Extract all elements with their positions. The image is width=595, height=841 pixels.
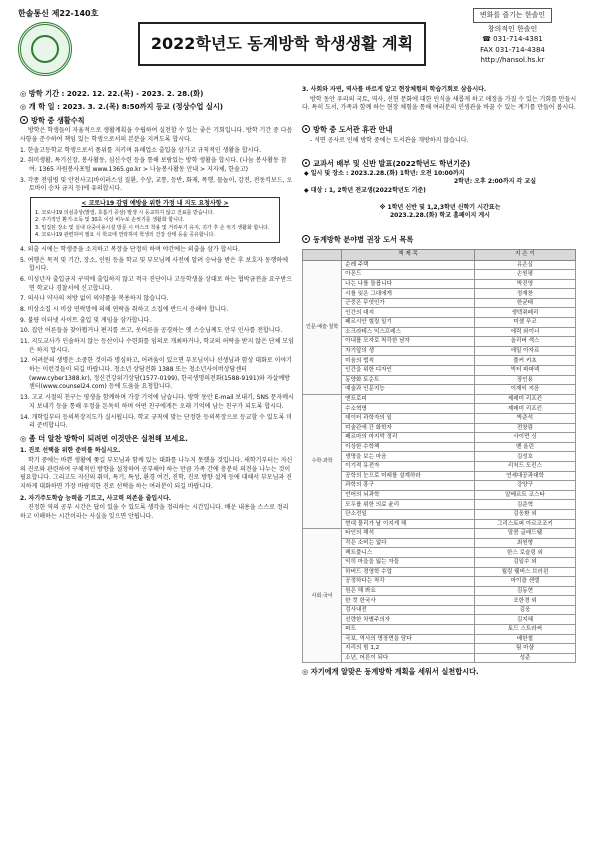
covid-guidance-box (30, 197, 280, 243)
book-author: 배한철 (474, 634, 575, 644)
book-title: 페르마의 마지막 정리 (342, 433, 475, 443)
book-author: 정재찬 (474, 289, 575, 299)
book-author: 빅터 파파넥 (474, 366, 575, 376)
rules-list-b (20, 246, 294, 431)
book-title: 나는 나를 돌봅니다 (342, 279, 475, 289)
covid-guidance-line: 3. 밀집된 장소 및 실내 다중이용시설 방문 시 마스크 착용 및 거리두기 유지, 귀가 후 손 씻기 생활화 합니다. (35, 224, 270, 231)
book-author: 올리버 색스 (474, 337, 575, 347)
book-title: 국보, 역사의 명장면을 담다 (342, 634, 475, 644)
book-title: 지리의 힘 1,2 (342, 644, 475, 654)
covid-guidance-lines (35, 210, 275, 240)
book-title: 시를 잊은 그대에게 (342, 289, 475, 299)
rule-item: 9. 불량 이터넷 사이트 출입 및 게임을 삼가합니다. (20, 316, 152, 324)
book-title: 소크라테스 익스프레스 (342, 327, 475, 337)
book-title: 현대 물리가 날 이지게 해 (342, 519, 475, 529)
book-title: 선량한 차별주의자 (342, 615, 475, 625)
book-author: 김동현 (474, 586, 575, 596)
book-title: 데이터 과학자의 일 (342, 414, 475, 424)
book-author: 에밀 아자르 (474, 346, 575, 356)
table-row (303, 442, 576, 452)
rule-item: 10. 집안 어른들을 찾아뵙거나 편지를 쓰고, 웃어른을 공경하는 옛 스승님께도 안부 인사를 전합니다. (20, 327, 283, 335)
book-author: 제레미 리프킨 (474, 394, 575, 404)
book-author: 연세대공과대학 (474, 471, 575, 481)
textbook-line-1: ◆ 일시 및 장소 : 2023.2.28.(화) 1학년: 오전 10:00까지 (304, 169, 465, 177)
book-title: 동양화 토순트 (342, 375, 475, 385)
library-heading: 방학 중 도서관 휴관 안내 (302, 125, 578, 135)
book-author: 김지혜 (474, 615, 575, 625)
left-column (20, 86, 294, 523)
rule-item: 8. 비상소집 시 비상 연락망에 의해 연락을 취하고 소집에 반드시 응해야 합니다. (20, 305, 229, 313)
school-fax: FAX 031-714-4384 (480, 45, 545, 54)
book-title: 이기적 유전자 (342, 461, 475, 471)
table-header-title: 책 제 목 (342, 249, 475, 260)
table-row (303, 567, 576, 577)
table-row (303, 529, 576, 539)
book-title: 한 컷 한국사 (342, 596, 475, 606)
book-author: 사이먼 싱 (474, 433, 575, 443)
issue-number: 한솔통신 제22-140호 (18, 9, 99, 18)
book-title: 엔트로피 (342, 394, 475, 404)
tip-1-heading: 1. 진로 선택을 위한 준비를 하십시오. (20, 447, 121, 455)
book-author: 풀커 키초 (474, 356, 575, 366)
table-row (303, 308, 576, 318)
rules-heading: 방학 중 생활수칙 (20, 116, 294, 126)
table-row (303, 634, 576, 644)
table-row (303, 375, 576, 385)
rules-list-a (20, 147, 294, 194)
timetable-note-1: ※ 1학년 신반 및 1,2,3학년 신학기 시간표는 (379, 203, 501, 211)
book-title: 팩트풀니스 (342, 548, 475, 558)
table-row (303, 433, 576, 443)
book-title: 이상한 수학책 (342, 442, 475, 452)
recommended-books-table (302, 249, 576, 664)
table-row (303, 509, 576, 519)
book-title: 검사내전 (342, 605, 475, 615)
book-author: 성준 (474, 653, 575, 663)
book-author: 박준석 (474, 414, 575, 424)
rule-item: 13. 고교 시절의 친구는 평생을 함께하며 가장 기억에 남습니다. 방학 동안 E-mail 보내기, SNS 문자메시지 보내기 등을 통해 우정을 돈독히 하며 어떤 친구에게든 오래 기억에 남는 친구가 되도록 합시다. (20, 394, 294, 410)
rule-item: 12. 어려분의 생명은 소중한 것이라 명심하고, 어려움이 있으면 부모님이나 선생님과 함상 대화로 이야기하는 이런것들이 되길 바랍니다. 청소년 상담전화 1388 또는 청소년사이버상담센터 (www.cyber1388.kr), 정신건강위기상담(1577-0199), 한국생명의전화(1588-9191)와 자살예방센터(www.counsel24.com) 등에 도움을 요청합니다. (20, 357, 292, 391)
book-category: 인문·예술·철학 (303, 260, 342, 394)
book-title: 파도 (342, 625, 475, 635)
book-author: 팀 마샬 (474, 644, 575, 654)
table-row (303, 289, 576, 299)
circle-bullet-icon (302, 159, 310, 167)
table-row (303, 394, 576, 404)
book-author: 토드 스트라써 (474, 625, 575, 635)
table-row (303, 346, 576, 356)
rule-item: 5. 여행은 목적 및 기간, 장소, 인원 등을 학교 및 부모님께 사전에 알려 승낙을 받은 후 보호자 동행하에 합시다. (20, 256, 289, 273)
table-row (303, 615, 576, 625)
book-title: 모두를 위한 의료 윤리 (342, 500, 475, 510)
book-author: 벤 올린 (474, 442, 575, 452)
table-row (303, 605, 576, 615)
school-url[interactable]: http://hansol.hs.kr (480, 56, 545, 64)
table-header-author: 지 은 이 (474, 249, 575, 260)
book-title: 미움의 법칙 (342, 356, 475, 366)
book-title: 페르시안 힐링 일기 (342, 318, 475, 328)
books-heading: 동계방학 분야별 권장 도서 목록 (302, 235, 578, 245)
book-author: 리처드 도킨스 (474, 461, 575, 471)
book-author: 전창림 (474, 423, 575, 433)
book-author: 최원형 (474, 538, 575, 548)
book-author: 말콤 글래드웰 (474, 529, 575, 539)
book-author: 손원평 (474, 270, 575, 280)
book-author: 마이클 샌델 (474, 577, 575, 587)
school-tel: ☎ 031-714-4381 (482, 35, 543, 43)
table-row (303, 298, 576, 308)
table-row (303, 481, 576, 491)
rule-item: 6. 미성년자 출입금지 구역에 출입하지 않고 적극 진단이나 고등학생을 상대로 하는 협박금전을 요구받으면 학교나 경찰서에 신고합니다. (20, 275, 293, 292)
tip-2-heading: 2. 자기주도학습 능력을 기르고, 사고력 의존을 줄입시다. (20, 494, 172, 502)
table-row (303, 260, 576, 270)
table-row (303, 471, 576, 481)
book-title: 작은 소비는 없다 (342, 538, 475, 548)
book-title: 단소전일 (342, 509, 475, 519)
school-emblem (18, 22, 72, 76)
library-notice: - 석면 공사로 인해 방학 중에는 도서관을 개방하지 않습니다. (310, 136, 469, 144)
book-title: 자기앞의 생 (342, 346, 475, 356)
covid-guidance-line: 4. 코로나19 관련하여 필요 시 학교에 연락하여 학생의 건강 상태 등을 공유합니다. (35, 232, 215, 239)
book-title: 타인의 해석 (342, 529, 475, 539)
table-row (303, 423, 576, 433)
book-author: 김준혁 (474, 500, 575, 510)
book-title: 인간을 위한 디자인 (342, 366, 475, 376)
book-title: 언어의 뇌과학 (342, 490, 475, 500)
vacation-period: ◎ 방학 기간 : 2022. 12. 22.(목) - 2023. 2. 28.(화) (20, 89, 204, 98)
book-author: 김성호 (474, 452, 575, 462)
book-title: 순례 주택 (342, 260, 475, 270)
table-row (303, 461, 576, 471)
covid-guidance-line: 1. 코로나19 의심증상(발열, 호흡기 증상) 발생 시 등교하지 않고 진료를 받습니다. (35, 209, 215, 216)
table-row (303, 356, 576, 366)
table-row (303, 366, 576, 376)
closing-message: ◎ 자기에게 알맞은 동계방학 계획을 세워서 실천합시다. (302, 667, 479, 677)
table-row (303, 270, 576, 280)
table-row (303, 548, 576, 558)
rule-item: 4. 외출 시에는 학생증을 소지하고 복장을 단정히 하며 야간에는 외출을 삼가 합시다. (20, 245, 240, 253)
book-author: 제레미 리프킨 (474, 404, 575, 414)
table-header-spacer (303, 249, 342, 260)
book-author: 김웅 (474, 605, 575, 615)
book-title: 미술관에 간 화학자 (342, 423, 475, 433)
school-start-date: ◎ 개 학 일 : 2023. 3. 2.(목) 8:50까지 등교 (정상수업 실시) (20, 102, 224, 112)
circle-bullet-icon (302, 125, 310, 133)
table-row (303, 414, 576, 424)
book-title: 소년, 어른이 되다 (342, 653, 475, 663)
more-tips-heading: ◎ 좀 더 알찬 방학이 되려면 이것만은 실천해 보세요. (20, 433, 188, 443)
book-author: 월링 웰버스 브러윈 (474, 567, 575, 577)
newsletter-header (10, 8, 585, 82)
book-title: 공학의 눈으로 미래를 설계하라 (342, 471, 475, 481)
book-category: 사회·국어 (303, 529, 342, 663)
table-row (303, 644, 576, 654)
textbook-heading: 교과서 배부 및 신반 발표(2022학년도 학년기준) (302, 159, 578, 169)
table-row (303, 519, 576, 529)
book-title: 공정하다는 착각 (342, 577, 475, 587)
book-category: 수학·과학 (303, 394, 342, 528)
rule-item: 7. 의사나 약사의 처방 없이 의약품을 복용하지 않습니다. (20, 295, 169, 303)
rules-intro: 방학은 학생들이 자율적으로 생활계획을 수립하여 실천할 수 있는 좋은 기회입니다. 방학 기간 중 다음 사항을 준수하여 책임 있는 학생으로서의 본분을 지켜도록 합시다. (20, 127, 293, 143)
table-row (303, 653, 576, 663)
book-title: 원은 해 봐요 (342, 586, 475, 596)
table-row (303, 557, 576, 567)
table-row (303, 327, 576, 337)
rule-item: 3. 각종 전염병 및 안전사고(바이러스성 질환, 수상, 교통, 등반, 화재, 폭행, 물놀이, 감전, 전동킥보드, 오토바이 승차 금지 등)에 유의합시다. (20, 176, 293, 193)
circle-bullet-icon (20, 116, 28, 124)
book-title: 익히 마을을 잃는 자들 (342, 557, 475, 567)
page-title: 2022학년도 동계방학 학생생활 계획 (138, 22, 426, 66)
table-row (303, 625, 576, 635)
book-author: 그리스토퍼 아르코조키 (474, 519, 575, 529)
book-author: 장인용 (474, 375, 575, 385)
book-author: 한균태 (474, 298, 575, 308)
book-author: 알베르트 코스타 (474, 490, 575, 500)
table-row (303, 404, 576, 414)
book-title: 아내를 모자로 착각한 남자 (342, 337, 475, 347)
rule-item: 2. 취미생활, 특기신장, 봉사활동, 심신수련 등을 통해 보람있는 방학 생활을 합시다. (나눔 봉사활동 참여: 1365 자원봉사포털 www.1365.go.kr > 나눔봉사활동 안내 > 지자체, 한솔고) (20, 157, 287, 174)
timetable-note-2: 2023.2.28.(화) 학교 홈페이지 게시 (390, 212, 490, 220)
rule-item: 14. 개학일부터 등의복장지도가 실시됩니다. 학교 규칙에 맞는 단정한 등의복장으로 등교할 수 있도록 미리 준비합니다. (20, 413, 292, 430)
table-row (303, 586, 576, 596)
book-title: 하버드 경영학 수업 (342, 567, 475, 577)
table-row (303, 385, 576, 395)
circle-bullet-icon (302, 235, 310, 243)
table-row (303, 538, 576, 548)
book-title: 생명을 보는 마음 (342, 452, 475, 462)
book-title: 과학의 흥구 (342, 481, 475, 491)
table-row (303, 596, 576, 606)
table-row (303, 318, 576, 328)
book-author: 조한경 외 (474, 596, 575, 606)
rule-item: 1. 한솔고등학교 학생으로서 품위를 지키며 유해업소 출입을 삼가고 규칙적인 생활을 합시다. (20, 146, 262, 154)
book-author: 김일수 외 (474, 557, 575, 567)
table-row (303, 279, 576, 289)
book-author: 강양구 (474, 481, 575, 491)
textbook-line-2: 2학년: 오후 2:00까지 각 교실 (454, 178, 537, 186)
table-row (303, 452, 576, 462)
textbook-line-3: ◆ 대상 : 1, 2학년 전교생(2022학년도 기준) (304, 187, 426, 194)
covid-guidance-title: < 코로나19 감염 예방을 위한 가정 내 지도 요청사항 > (81, 200, 229, 208)
book-author: 유은실 (474, 260, 575, 270)
book-title: 수소혁명 (342, 404, 475, 414)
school-motto: 창의적인 한솔인 (487, 24, 538, 33)
book-title: 군중은 무엇인가 (342, 298, 475, 308)
tip-2-body: 진정한 역의 공부 시간은 답이 있을 수 있도록 생각을 정리하는 시간입니다. 배운 내용을 스스로 정리하고 이해하는 시간이라는 사실을 잊으면 안됩니다. (20, 504, 289, 521)
tip-1-body: 학기 중에는 바쁜 생활에 쫓길 부모님과 함께 있는 대화를 나누지 못했을 것입니다. 새학기부터는 자신의 진로와 관련하여 구체적인 방향을 설정하여 공부해야 하는 만큼 가족 간에 충분히 의견을 나누는 것이 필요합니다. 그리고도 자신의 취미, 특기, 특성, 환경 여건, 진학, 진로 방향 설계 등에 대해서 부모님과 진지하게 대화하면 가장 바람직한 진로 선택을 하는 여러분이 되길 바랍니다. (20, 457, 293, 491)
school-info (440, 8, 585, 66)
book-title: 예술과 인문지능 (342, 385, 475, 395)
book-author: 박진영 (474, 279, 575, 289)
school-slogan: 변화를 즐기는 한솔인 (473, 8, 552, 23)
book-author: 에릭 와이너 (474, 327, 575, 337)
right-column (302, 86, 578, 678)
table-row (303, 500, 576, 510)
table-row (303, 577, 576, 587)
covid-guidance-line: 2. 주기적인 환기·소독 및 30초 이상 비누로 손씻기를 생활화 합니다. (35, 217, 185, 224)
book-title: 인간의 대지 (342, 308, 475, 318)
table-row (303, 490, 576, 500)
book-author: 이재익 지음 (474, 385, 575, 395)
book-author: 미셸 푸코 (474, 318, 575, 328)
book-title: 아몬드 (342, 270, 475, 280)
tip-3-body: 방학 동안 우리의 국토, 역사, 선현 문화에 대한 인식을 새롭게 하고 애정을 가질 수 있는 기회를 만들시다. 특히 도서, 가족과 함께 하는 현장 체험을 통해 여러분의 인생관을 바꿀 수 있는 계기를 만들어 봅시다. (302, 95, 577, 112)
rule-item: 11. 지도교사가 인솔하지 않는 등산이나 수련회를 임의로 개최하거나, 학교의 허락을 받지 않은 단체 모임은 하지 맙시다. (20, 338, 294, 354)
book-author: 생텍쥐페리 (474, 308, 575, 318)
table-row (303, 337, 576, 347)
tip-3-heading: 3. 사회와 자연, 역사를 바르게 알고 현장체험의 학습기회로 삼읍시다. (302, 86, 487, 93)
book-author: 김웅환 외 (474, 509, 575, 519)
book-author: 한스 로슬링 외 (474, 548, 575, 558)
